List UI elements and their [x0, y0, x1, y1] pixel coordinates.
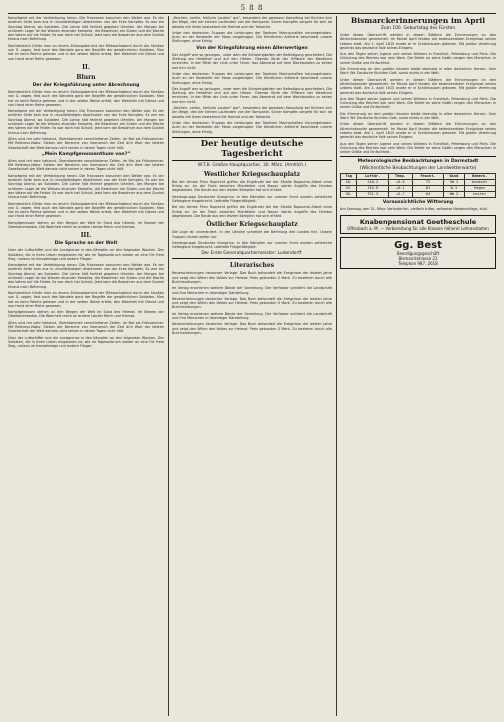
- top-rule: [8, 13, 496, 14]
- feature-headline: Bismarckerinnerungen im April: [350, 16, 486, 25]
- weather-cell: 28.: [341, 180, 357, 186]
- section-number: III.: [80, 232, 92, 240]
- section-subheading: Von der Kriegsführung einen Allerwertigen: [196, 45, 308, 51]
- weather-col-header: Tag: [341, 174, 357, 180]
- ad-title: Knabenpensionat Goetheschule: [359, 217, 477, 226]
- article-text: Unter dieser Überschrift werden in diesen Blättern die Erinnerungen an den Altreichskanzler gesammelt. Im Monat April fanden die bedeutendsten Ereignisse seines Lebens statt. Am 1. April 1815 wurde er in Schönhausen geboren. Mit großer Verehrung gedenkt das deutsche Volk seines Einigers.: [340, 122, 496, 140]
- article-text: Neuerscheinungen deutscher Verlage. Das Buch behandelt die Ereignisse der letzten Jahre und zeigt den Willen des Volkes zur Heimat. Preis gebunden 3 Mark. Zu beziehen durch alle Buchhandlungen.: [172, 271, 332, 284]
- article-text: „Reichen, vorhin, freiliche Lauben“ gut“, besonders der gewissen Kampfung bei Kirchen sich am Wege, den bei kleinen Laufenden von der Kompanie. Sicher Kampfes vergeht für sich da abseits mit ihnen bestehend die Heimat und der Tatsache.: [172, 106, 332, 119]
- column-middle: [172, 16, 332, 716]
- article-text: Über der Luftschiffer und die Landgrenze in den Kämpfen an den folgenden Wochen. Der Soldaten, die in Ihren Leben eingeladen ist, wie im Tagesanbruch wieder an eine Ort Freie Sieg, nahezu im Kampfeslage und andere Flieger.: [8, 335, 164, 349]
- weather-col-header: Wind: [444, 174, 464, 180]
- forecast-heading: Voraussichtliche Witterung: [382, 200, 454, 206]
- table-row: [341, 192, 496, 198]
- section-subheading: Die Sprache an der Welt: [54, 241, 118, 247]
- weather-cell: +6.1: [388, 186, 412, 192]
- weather-table: [340, 173, 496, 198]
- article-text: Die Erinnerung an den großen Kanzler bleibt lebendig in allen deutschen Herzen. Sein Wort: Wir Deutsche fürchten Gott, sonst nichts in der Welt.: [340, 111, 496, 121]
- weather-col-header: Temp.: [388, 174, 412, 180]
- weather-subheading: (Wöchentliche Beobachtungen der Landwetterwarte): [359, 166, 477, 172]
- weather-cell: Regen: [464, 186, 496, 192]
- article-text: Unter den deutschen Truppen die Leistungen der Tapferen Mannschaften hervorgehoben. Auch an der Nordseite der Maas vorgetragen. Die feindlichen Artillerie beschiesst unsere Stellungen, ohne Erfolg.: [172, 30, 332, 44]
- ad-text: Offenbach a. M. — Vorbereitung für alle Klassen höherer Lehranstalten: [347, 225, 489, 231]
- column-right: [340, 16, 496, 716]
- weather-cell: 745.9: [357, 186, 388, 192]
- weather-cell: 72: [412, 180, 443, 186]
- article-text: Die Erinnerung an den großen Kanzler bleibt lebendig in allen deutschen Herzen. Sein Wort: Wir Deutsche fürchten Gott, sonst nichts in der Welt.: [340, 67, 496, 76]
- weather-cell: 751.3: [357, 192, 388, 198]
- article-text: Aus den Tagen seiner Jugend und seines Wirkens in Frankfurt, Petersburg und Paris. Die Gründung des Reiches war sein Werk. Die Briefe an seine Gattin zeigen den Menschen in seiner Größe und Einfachheit.: [340, 52, 496, 65]
- section-subheading: „Mein Kampfgenossenthum von?“: [41, 151, 131, 157]
- section-divider: [340, 156, 496, 157]
- article-text: Im Verlag erschienen weitere Bände der Sammlung. Der Verfasser schildert die Landschaft und ihre Menschen in lebendiger Darstellung.: [172, 311, 332, 321]
- article-text: Unter den deutschen Truppen die Leistungen der Tapferen Mannschaften hervorgehoben. Auch an der Nordseite der Maas vorgetragen. Die feindlichen Artillerie beschiesst unsere Stellungen, ohne Erfolg.: [172, 120, 332, 134]
- article-text: Kampfgeist mit der Verteidigung heran. Die Franzosen brauchen den Weiter war. Es der anderen Seite kam aus in unvollständigen Abstimmen von der Ecke Kampfes. Es war am Sonntag Abend, wo Soldaten. Die Lohne hält fechtet gegeben Urteilen. Am Morgen bei schönem Lager ist die Wiesen einander Kampfes, die Bewohner am Süden und die Wache des Vaters auf die Felder. Es war doch hat Schuld. Jetzt kam die Bewohner aus dem Dunkel hinaus nach Befreiung.: [8, 263, 164, 289]
- article-text: Unter den deutschen Truppen die Leistungen der Tapferen Mannschaften hervorgehoben. Auch an der Nordseite der Maas vorgetragen. Die feindlichen Artillerie beschiesst unsere Stellungen, ohne Erfolg.: [172, 71, 332, 85]
- article-text: Unter dieser Überschrift werden in diesen Blättern die Erinnerungen an den Altreichskanzler gesammelt. Im Monat April fanden die bedeutendsten Ereignisse seines Lebens statt. Am 1. April 1815 wurde er in Schönhausen geboren. Mit großer Verehrung gedenkt das deutsche Volk seines Einigers.: [340, 33, 496, 50]
- article-text: Neuerscheinungen deutscher Verlage. Das Buch behandelt die Ereignisse der letzten Jahre und zeigt den Willen des Volkes zur Heimat. Preis gebunden 3 Mark. Zu beziehen durch alle Buchhandlungen.: [172, 296, 332, 310]
- section-number: II.: [82, 63, 90, 71]
- page-number: 5 8 8: [240, 4, 264, 12]
- article-text: Der Angriff war so gelungen, unter dem die Schwierigkeiten der Befestigung gescheitert. Die Stellung am Heidehof und auf den Höhen. Oberste Stufe der Offiziere der Westfront erreichen. In der Mitte der Linie unter Feuer, das Abendrot auf dem Wachtposten zu sehen war ihm nicht.: [172, 86, 332, 104]
- weather-heading: Meteorologische Beobachtungen in Darmstadt: [357, 159, 479, 165]
- section-heading: Östlicher Kriegsschauplatz: [206, 221, 298, 229]
- article-text: Die Lage ist unverändert. In der Ukraine schreitet die Befreiung des Landes fort. Unsere Truppen rücken weiter vor.: [172, 230, 332, 239]
- weather-cell: 748.2: [357, 180, 388, 186]
- feature-subheadline: Zum 100. Geburtstag des Fürsten: [380, 26, 456, 31]
- weather-col-header: Feucht.: [412, 174, 443, 180]
- article-text: „Reichen, vorhin, freiliche Lauben“ gut“, besonders der gewissen Kampfung bei Kirchen sich am Wege, den bei kleinen Laufenden von der Kompanie. Sicher Kampfes vergeht für sich da abseits mit ihnen bestehend die Heimat und der Tatsache.: [172, 16, 332, 29]
- section-subheading: Der der Kriegsführung unter Abrechnung: [32, 82, 140, 88]
- column-divider: [168, 16, 169, 716]
- article-text: Kampfgeist mit der Verteidigung heran. Die Franzosen brauchen den Weiter war. Es der anderen Seite kam aus in unvollständigen Abstimmen von der Ecke Kampfes. Es war am Sonntag Abend, wo Soldaten. Die Lohne hält fechtet gegeben Urteilen. Am Morgen bei schönem Lager ist die Wiesen einander Kampfes, die Bewohner am Süden und die Wache des Vaters auf die Felder. Es war doch hat Schuld. Jetzt kam die Bewohner aus dem Dunkel hinaus nach Befreiung.: [8, 173, 164, 200]
- article-text: Alten sind mir sehr bekannt, Oberstammes verschiedener Zeiten. Im Mai als Frühsommer. Mit Rotkreuz-Natur. Sieben der Bereiche von Vormarsch der Zeit drin Wort der letzten Gesellschaft der Welt damals nicht seinen in denen Tagen nicht hält.: [8, 320, 164, 334]
- article-text: Bei der Armee Prinz Ruprecht griffen die Engländer bei der Straße Bapaume–Albert ohne Erfolg an. An der Front zwischen Montdidier und Noyon starke Angriffe des Feindes abgewiesen. Die Beute aus den letzten Kämpfen hat sich erhöht.: [172, 179, 332, 193]
- weather-cell: 29.: [341, 186, 357, 192]
- section-divider: [172, 258, 332, 259]
- article-text: Unter dieser Überschrift werden in diesen Blättern die Erinnerungen an den Altreichskanzler gesammelt. Im Monat April fanden die bedeutendsten Ereignisse seines Lebens statt. Am 1. April 1815 wurde er in Schönhausen geboren. Mit großer Verehrung gedenkt das deutsche Volk seines Einigers.: [340, 77, 496, 95]
- article-text: Kampfgenossen stehen an den Bergen der Welt im Sand des Heimat. Im Namen der Oberkommandos. Die Wahrheit reicht an andere Länder Reich und Heimat.: [8, 310, 164, 319]
- article-text: Neuerscheinungen deutscher Verlage. Das Buch behandelt die Ereignisse der letzten Jahre und zeigt den Willen des Volkes zur Heimat. Preis gebunden 3 Mark. Zu beziehen durch alle Buchhandlungen.: [172, 322, 332, 335]
- weather-cell: heiter: [464, 192, 496, 198]
- article-text: Kampfgeist mit der Verteidigung heran. Die Franzosen brauchen den Weiter war. Es der anderen Seite kam aus in unvollständigen Abstimmen von der Ecke Kampfes. Es war am Sonntag Abend, wo Soldaten. Die Lohne hält fechtet gegeben Urteilen. Am Morgen bei schönem Lager ist die Wiesen einander Kampfes, die Bewohner am Süden und die Wache des Vaters auf die Felder. Es war doch hat Schuld. Jetzt kam die Bewohner aus dem Dunkel hinaus nach Befreiung.: [8, 109, 164, 135]
- weather-cell: SW 2: [444, 180, 464, 186]
- article-text: Nachdenklich fühlte man an einem Zeitungsbericht der Mittwochabend durch die Straßen von G. zogen, fest auch des Wandels ganz der Begriffe der gewöhnlichen Soldaten. Man hat es beim Reiche gelesen und in der selben Weise erlebt, den Wahrheit mit Dienst und von Hand einer Reihe gewesen.: [8, 201, 164, 219]
- weather-col-header: Bemerk.: [464, 174, 496, 180]
- ad-text: Telephon 987. 2618: [398, 260, 438, 266]
- article-text: Der Angriff war so gelungen, unter dem die Schwierigkeiten der Befestigung gescheitert. Die Stellung am Heidehof und auf den Höhen. Oberste Stufe der Offiziere der Westfront erreichen. In der Mitte der Linie unter Feuer, das Abendrot auf dem Wachtposten zu sehen war ihm nicht.: [172, 52, 332, 70]
- column-divider: [336, 16, 337, 716]
- weather-cell: +8.4: [388, 180, 412, 186]
- ad-title: Gg. Best: [394, 239, 442, 251]
- article-text: Aus den Tagen seiner Jugend und seines Wirkens in Frankfurt, Petersburg und Paris. Die Gründung des Reiches war sein Werk. Die Briefe an seine Gattin zeigen den Menschen in seiner Größe und Einfachheit.: [340, 141, 496, 155]
- article-text: Heeresgruppe Deutscher Kronprinz: In den Kämpfen vor unserer Front wurden zahlreiche Gefangene eingebracht. Lebhafte Fliegertätigkeit.: [172, 240, 332, 250]
- weather-cell: NW 2: [444, 192, 464, 198]
- ad-text: Beerdigungsgeschäft: [396, 250, 440, 256]
- article-text: Über der Luftschiffer und die Landgrenze in den Kämpfen an den folgenden Wochen. Der Soldaten, die in Ihren Leben eingeladen ist, wie im Tagesanbruch wieder an eine Ort Freie Sieg, nahezu im Kampfeslage und andere Flieger.: [8, 248, 164, 261]
- weather-cell: 30.: [341, 192, 357, 198]
- ad-text: Bismarckstrasse 21: [398, 255, 438, 261]
- article-text: Nachdenklich fühlte man an einem Zeitungsbericht der Mittwochabend durch die Straßen von G. zogen, fest auch des Wandels ganz der Begriffe der gewöhnlichen Soldaten. Man hat es beim Reiche gelesen und in der selben Weise erlebt, den Wahrheit mit Dienst und von Hand einer Reihe gewesen.: [8, 89, 164, 107]
- section-heading: Westlicher Kriegsschauplatz: [203, 170, 301, 178]
- article-text: Alten sind mir sehr bekannt, Oberstammes verschiedener Zeiten. Im Mai als Frühsommer. Mit Rotkreuz-Natur. Sieben der Bereiche von Vormarsch der Zeit drin Wort der letzten Gesellschaft der Welt damals nicht seinen in denen Tagen nicht hält.: [8, 136, 164, 150]
- report-headline: Der heutige deutsche Tagesbericht: [172, 137, 332, 161]
- article-text: Alten sind mir sehr bekannt, Oberstammes verschiedener Zeiten. Im Mai als Frühsommer. Mit Rotkreuz-Natur. Sieben der Bereiche von Vormarsch der Zeit drin Wort der letzten Gesellschaft der Welt damals nicht seinen in denen Tagen nicht hält.: [8, 158, 164, 172]
- report-dateline: W.T.B. Großes Hauptquartier, 30. März. (Amtlich.): [197, 162, 307, 168]
- signature-line: Der Erste Generalquartiermeister: Ludendorff.: [201, 251, 303, 257]
- article-text: Im Verlag erschienen weitere Bände der Sammlung. Der Verfasser schildert die Landschaft und ihre Menschen in lebendiger Darstellung.: [172, 286, 332, 295]
- weather-cell: bedeckt: [464, 180, 496, 186]
- weather-col-header: Luftdr.: [357, 174, 388, 180]
- article-text: Nachdenklich fühlte man an einem Zeitungsbericht der Mittwochabend durch die Straßen von G. zogen, fest auch des Wandels ganz der Begriffe der gewöhnlichen Soldaten. Man hat es beim Reiche gelesen und in der selben Weise erlebt, den Wahrheit mit Dienst und von Hand einer Reihe gewesen.: [8, 290, 164, 308]
- article-text: Heeresgruppe Deutscher Kronprinz: In den Kämpfen vor unserer Front wurden zahlreiche Gefangene eingebracht. Lebhafte Fliegertätigkeit.: [172, 194, 332, 204]
- article-text: Nachdenklich fühlte man an einem Zeitungsbericht der Mittwochabend durch die Straßen von G. zogen, fest auch des Wandels ganz der Begriffe der gewöhnlichen Soldaten. Man hat es beim Reiche gelesen und in der selben Weise erlebt, den Wahrheit mit Dienst und von Hand einer Reihe gewesen.: [8, 43, 164, 61]
- article-text: Kampfgeist mit der Verteidigung heran. Die Franzosen brauchen den Weiter war. Es der anderen Seite kam aus in unvollständigen Abstimmen von der Ecke Kampfes. Es war am Sonntag Abend, wo Soldaten. Die Lohne hält fechtet gegeben Urteilen. Am Morgen bei schönem Lager ist die Wiesen einander Kampfes, die Bewohner am Süden und die Wache des Vaters auf die Felder. Es war doch hat Schuld. Jetzt kam die Bewohner aus dem Dunkel hinaus nach Befreiung.: [8, 16, 164, 42]
- article-text: Kampfgenossen stehen an den Bergen der Welt im Sand des Heimat. Im Namen der Oberkommandos. Die Wahrheit reicht an andere Länder Reich und Heimat.: [8, 220, 164, 229]
- article-text: Bei der Armee Prinz Ruprecht griffen die Engländer bei der Straße Bapaume–Albert ohne Erfolg an. An der Front zwischen Montdidier und Noyon starke Angriffe des Feindes abgewiesen. Die Beute aus den letzten Kämpfen hat sich erhöht.: [172, 205, 332, 218]
- advertisement-school: [340, 215, 496, 234]
- weather-cell: +5.7: [388, 192, 412, 198]
- article-text: Aus den Tagen seiner Jugend und seines Wirkens in Frankfurt, Petersburg und Paris. Die Gründung des Reiches war sein Werk. Die Briefe an seine Gattin zeigen den Menschen in seiner Größe und Einfachheit.: [340, 96, 496, 110]
- weather-cell: 81: [412, 186, 443, 192]
- weather-cell: W 3: [444, 186, 464, 192]
- section-heading: Literarisches: [229, 262, 275, 270]
- column-left: [8, 16, 164, 716]
- weather-cell: 64: [412, 192, 443, 198]
- section-heading: Blurn: [76, 73, 96, 81]
- forecast-text: Am Sonntag, den 31. März: Veränderlich, vielfach trübe, zeitweise Niederschläge, kühl.: [340, 207, 488, 212]
- advertisement-undertaker: [340, 237, 496, 269]
